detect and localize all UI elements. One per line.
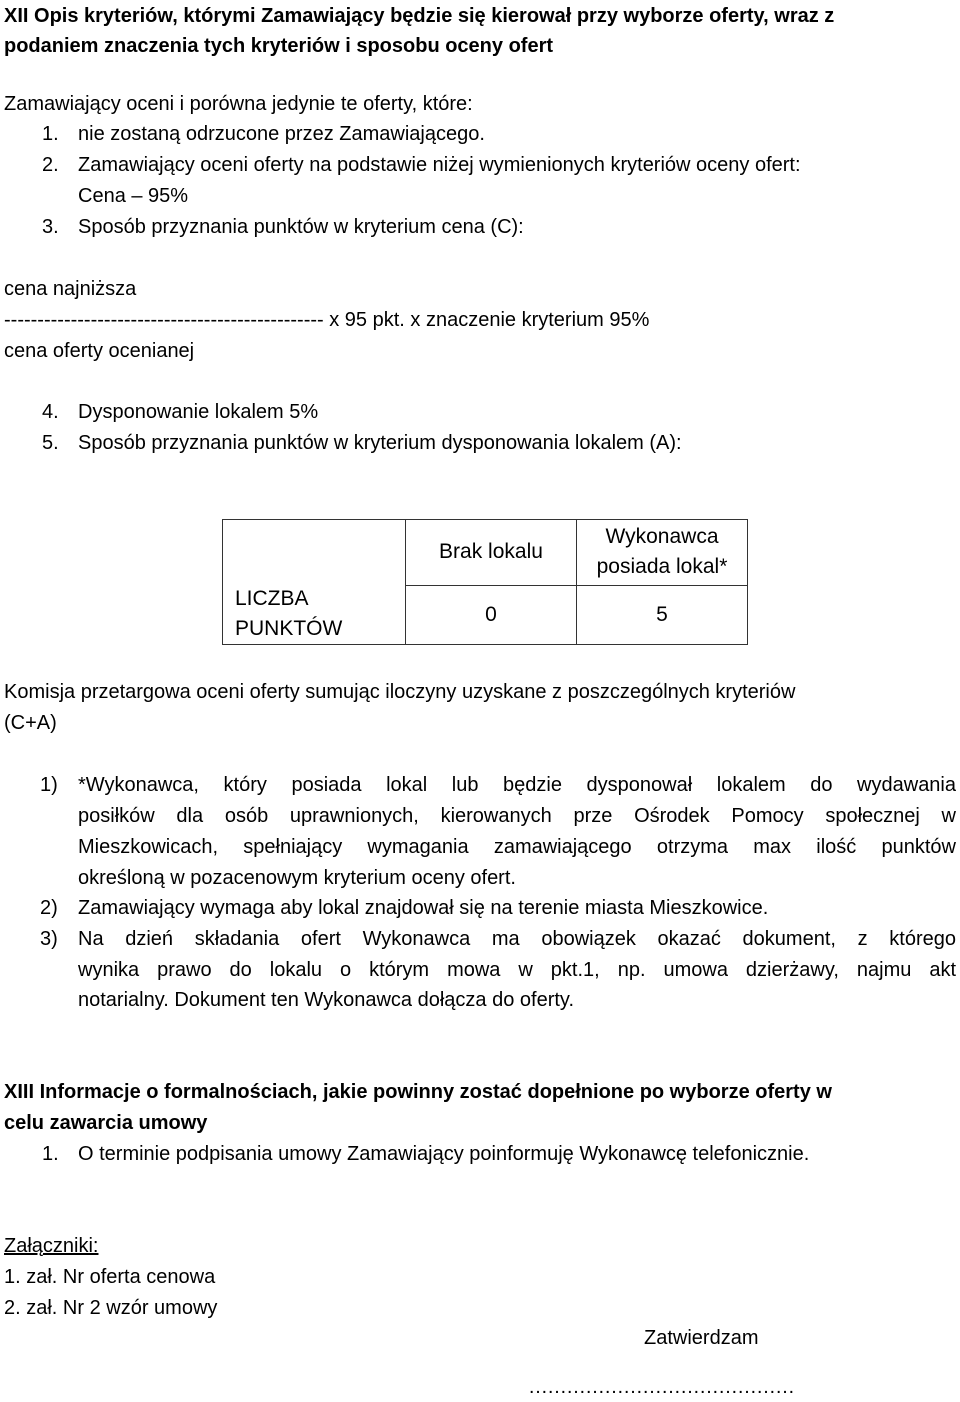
points-value-has-premises: 5 [577,585,748,644]
points-header-has-premises-line-2: posiada lokal* [596,555,728,579]
note-1-number: 1) [40,774,58,796]
section-13-item-1 [42,1139,809,1169]
note-1-line-2: posiłków dla osób uprawnionych, kierowanych prze Ośrodek Pomocy społecznej w [78,805,956,827]
list-item-number: 3. [42,216,59,238]
note-2-text: Zamawiający wymaga aby lokal znajdował się na terenie miasta Mieszkowice. [78,897,769,919]
price-weight: Cena – 95% [78,185,189,207]
approval-label: Zatwierdzam [644,1327,759,1349]
attachment-item-1: 1. zał. Nr oferta cenowa [4,1266,216,1288]
summary-line-2: (C+A) [4,712,57,734]
list-item-text: Sposób przyznania punktów w kryterium dysponowania lokalem (A): [78,432,682,454]
section-12-heading-line-2: podaniem znaczenia tych kryteriów i sposobu oceny ofert [4,35,554,57]
list-item-4 [42,397,318,427]
attachments-title: Załączniki: [4,1235,99,1257]
section-12-heading-line-1: XII Opis kryteriów, którymi Zamawiający będzie się kierował przy wyborze oferty, wraz z [4,5,835,27]
list-item-number: 1. [42,123,59,145]
note-3-line-1: Na dzień składania ofert Wykonawca ma obowiązek okazać dokument, z którego [78,928,956,950]
list-item-number: 2. [42,154,59,176]
section-12-intro: Zamawiający oceni i porówna jedynie te oferty, które: [4,93,473,115]
note-2-number: 2) [40,897,58,919]
note-1-line-3: Mieszkowicach, spełniający wymagania zamawiającego otrzyma max ilość punktów [78,836,956,858]
list-item-text: O terminie podpisania umowy Zamawiający poinformuję Wykonawcę telefonicznie. [78,1143,810,1165]
formula-numerator: cena najniższa [4,278,137,300]
list-item-number: 4. [42,401,59,423]
formula-denominator: cena oferty ocenianej [4,340,195,362]
signature-line: …………………………………… [528,1376,794,1398]
note-3-number: 3) [40,928,58,950]
list-item-1 [42,119,485,149]
list-item-5 [42,428,682,458]
list-item-number: 1. [42,1143,59,1165]
points-row-label-line-1: LICZBA [235,587,309,610]
list-item-number: 5. [42,432,59,454]
points-row-label-line-2: PUNKTÓW [235,617,343,640]
list-item-text: Sposób przyznania punktów w kryterium cena (C): [78,216,524,238]
note-1-line-1: *Wykonawca, który posiada lokal lub będzie dysponował lokalem do wydawania [78,774,956,796]
section-13-heading-line-1: XIII Informacje o formalnościach, jakie powinny zostać dopełnione po wyborze oferty w [4,1081,832,1103]
points-header-has-premises [577,520,748,586]
note-3-line-2: wynika prawo do lokalu o którym mowa w pkt.1, np. umowa dzierżawy, najmu akt [78,959,956,981]
formula-fraction-line: ------------------------------------------------ x 95 pkt. x znaczenie kryterium 95% [4,309,650,331]
list-item-2 [42,150,801,180]
summary-line-1: Komisja przetargowa oceni oferty sumując iloczyny uzyskane z poszczególnych kryteriów [4,681,796,703]
points-table [222,519,748,645]
list-item-text: nie zostaną odrzucone przez Zamawiającego. [78,123,485,145]
note-3-line-3: notarialny. Dokument ten Wykonawca dołącza do oferty. [78,989,574,1011]
list-item-text: Zamawiający oceni oferty na podstawie niżej wymienionych kryteriów oceny ofert: [78,154,801,176]
points-header-has-premises-line-1: Wykonawca [605,525,719,549]
points-header-no-premises: Brak lokalu [406,520,577,586]
points-value-no-premises: 0 [406,585,577,644]
note-1-line-4: określoną w pozacenowym kryterium oceny ofert. [78,867,516,889]
list-item-text: Dysponowanie lokalem 5% [78,401,319,423]
list-item-3 [42,212,524,242]
points-row-label [223,520,406,645]
section-13-heading-line-2: celu zawarcia umowy [4,1112,208,1134]
attachment-item-2: 2. zał. Nr 2 wzór umowy [4,1297,218,1319]
